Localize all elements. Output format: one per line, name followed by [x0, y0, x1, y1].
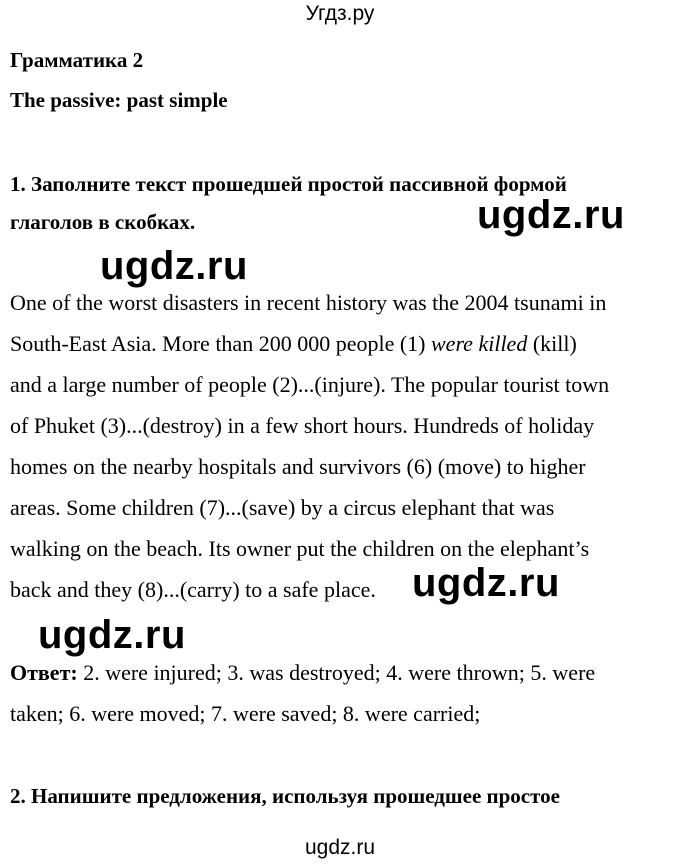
task1-title-line1: 1. Заполните текст прошедшей простой пассивной формой — [10, 172, 567, 196]
site-footer: ugdz.ru — [304, 836, 376, 859]
task1-text-line8: back and they (8)...(carry) to a safe place. — [10, 577, 376, 602]
section-title: Грамматика 2 — [10, 48, 144, 72]
text-segment: South-East Asia. More than 200 000 people (1) — [10, 331, 431, 356]
task1-text-line6: areas. Some children (7)...(save) by a circus elephant that was — [10, 495, 555, 520]
task1-text-line4: of Phuket (3)...(destroy) in a few short hours. Hundreds of holiday — [10, 413, 595, 438]
task1-text-line1: One of the worst disasters in recent history was the 2004 tsunami in — [10, 290, 607, 315]
task1-text-line2 — [10, 331, 577, 357]
task1-text-line7: walking on the beach. Its owner put the children on the elephant’s — [10, 536, 590, 561]
task1-text-line3: and a large number of people (2)...(injure). The popular tourist town — [10, 372, 610, 397]
answer-example: were killed — [431, 331, 528, 356]
section-subtitle: The passive: past simple — [10, 88, 228, 112]
task2-title: 2. Напишите предложения, используя прошедшее простое — [10, 784, 560, 808]
task1-title-line2: глаголов в скобках. — [10, 210, 196, 234]
text-segment: (kill) — [527, 331, 577, 356]
answer-line2: taken; 6. were moved; 7. were saved; 8. were carried; — [10, 701, 481, 726]
watermark: ugdz.ru — [100, 244, 248, 288]
watermark: ugdz.ru — [412, 561, 560, 605]
answer-label: Ответ: — [10, 660, 78, 685]
watermark: ugdz.ru — [477, 193, 625, 237]
answer-line1 — [10, 660, 595, 686]
task1-text-line5: homes on the nearby hospitals and survivors (6) (move) to higher — [10, 454, 586, 479]
answer-text: 2. were injured; 3. was destroyed; 4. were thrown; 5. were — [77, 660, 596, 685]
site-header: Угдз.ру — [305, 2, 375, 25]
watermark: ugdz.ru — [38, 613, 186, 657]
